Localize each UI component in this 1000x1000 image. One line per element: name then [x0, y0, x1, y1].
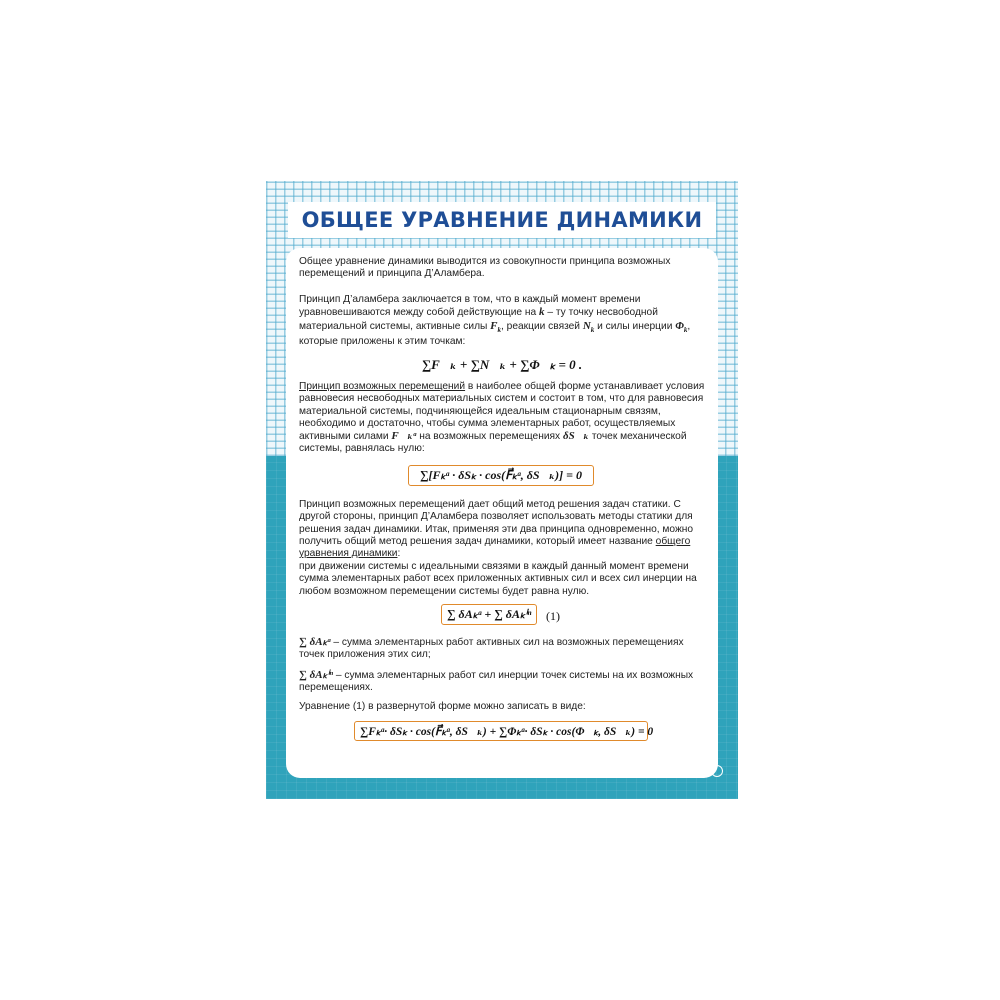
expanded-formula: ∑Fₖᵃ· δSₖ · cos(F⃗ₖᵃ, δS⃗ₖ) + ∑Φₖᵃ· δSₖ · cos(Φ⃗ₖ, δS⃗ₖ) = 0: [354, 721, 648, 741]
dalembert-formula: ∑F⃗ₖ + ∑N⃗ₖ + ∑Φ⃗ₖ = 0 .: [421, 357, 583, 372]
symbol-Phi: Φ: [675, 319, 684, 332]
statement-paragraph: при движении системы с идеальными связями в каждый данный момент времени сумма элементарных работ всех приложенных активных сил и всех сил инерции на любом возможном перемещении системы будет равна нулю.: [299, 561, 697, 597]
title-banner: [288, 202, 716, 238]
expanded-form-paragraph: Уравнение (1) в развернутой форме можно записать в виде:: [299, 701, 586, 712]
dalembert-paragraph: Принцип Д’аламбера заключается в том, что в каждый момент времени уравновешиваются между собой действующие на k – ту точку несвободной материальной системы, активные силы $F_k$, реакции связей $N_k$ и силы инерции $\Phi_k$, которые приложены к этим точкам:: [299, 294, 691, 347]
general-equation-term: общего уравнения динамики: [299, 535, 691, 560]
symbol-sum-inertia-work: ∑ δAₖⁱⁿ: [299, 669, 334, 681]
general-equation-formula: ∑ δAₖᵃ + ∑ δAₖⁱⁿ: [441, 604, 537, 625]
definition-inertia-work: ∑ δAₖⁱⁿ – сумма элементарных работ сил инерции точек системы на их возможных перемещениях.: [299, 669, 694, 694]
poster: [266, 181, 738, 799]
intro-paragraph: Общее уравнение динамики выводится из совокупности принципа возможных перемещений и принципа Д’Аламбера.: [299, 256, 671, 280]
virtual-displacement-term: Принцип возможных перемещений: [299, 381, 466, 392]
virtual-work-formula: ∑[Fₖᵃ · δSₖ · cos(F⃗ₖᵃ, δS⃗ₖ)] = 0: [408, 465, 594, 486]
symbol-k: k: [539, 306, 545, 319]
symbol-sum-active-work: ∑ δAₖᵃ: [299, 636, 331, 648]
virtual-displacement-paragraph: Принцип возможных перемещений в наиболее общей форме устанавливает условия равновесия несвободных материальных систем и состоит в том, что для равновесия материальной системы, подчиняющейся идеальным стационарным связям, необходимо и достаточно, чтобы сумма элементарных работ, осуществляемых активными силами F⃗ₖᵃ на возможных перемещениях δS⃗ₖ точек механической системы, равнялась нулю:: [299, 381, 705, 455]
publisher-logo-icon: [702, 765, 732, 791]
symbol-N: N: [582, 319, 591, 332]
symbol-F: F: [490, 319, 498, 332]
equation-number: (1): [546, 609, 560, 623]
method-paragraph: Принцип возможных перемещений дает общий метод решения задач статики. С другой стороны, принцип Д’Аламбера позволяет использовать методы статики для решения задач динамики. Итак, применяя эти два принципа одновременно, можно получить общий метод решения задач динамики, который имеет название общего уравнения динамики:: [299, 499, 694, 560]
page-title: ОБЩЕЕ УРАВНЕНИЕ ДИНАМИКИ: [301, 208, 703, 232]
definition-active-work: ∑ δAₖᵃ – сумма элементарных работ активных сил на возможных перемещениях точек приложения этих сил;: [299, 636, 684, 661]
